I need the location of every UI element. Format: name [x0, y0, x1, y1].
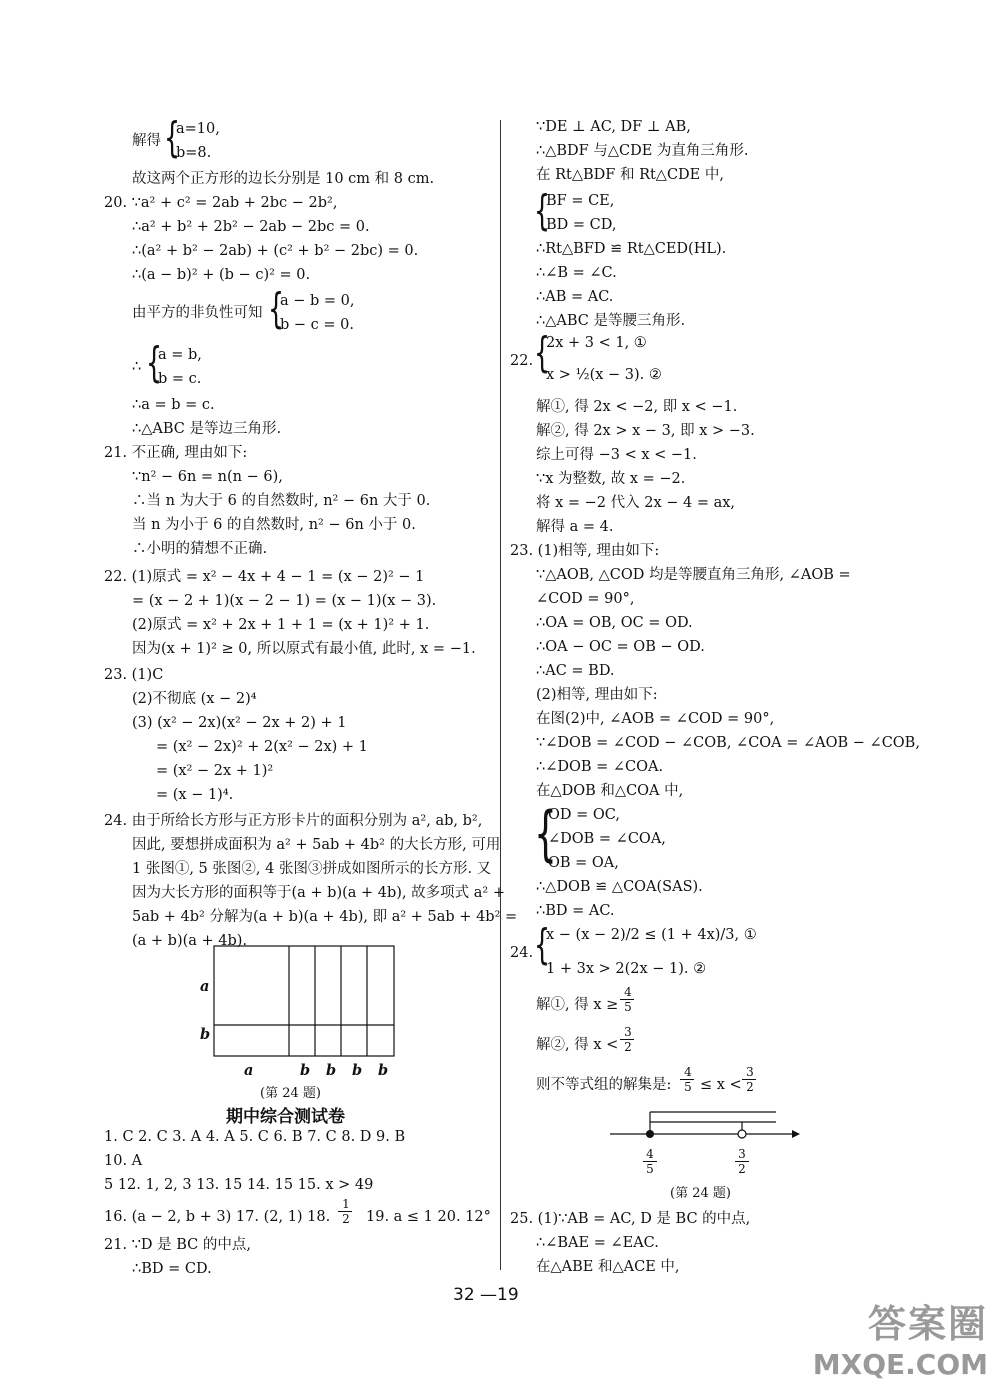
fraction-denominator: 2	[624, 1040, 632, 1054]
fraction-denominator: 5	[646, 1162, 654, 1176]
brace: {	[534, 328, 551, 377]
fig-bottom-label: b	[378, 1062, 389, 1079]
text-line: 23. (1)相等, 理由如下:	[510, 543, 660, 559]
fraction-denominator: 2	[342, 1212, 350, 1226]
text-line: = (x² − 2x)² + 2(x² − 2x) + 1	[156, 739, 368, 755]
text-line: 因为(x + 1)² ≥ 0, 所以原式有最小值, 此时, x = −1.	[132, 641, 476, 657]
brace: {	[534, 920, 551, 969]
text-line: a=10,	[176, 121, 220, 137]
text-line: b = c.	[158, 371, 202, 387]
text-line: 21. ∵D 是 BC 的中点,	[104, 1237, 251, 1253]
text-line: 21. 不正确, 理由如下:	[104, 445, 248, 461]
text-line: 故这两个正方形的边长分别是 10 cm 和 8 cm.	[132, 171, 435, 187]
text-line: BD = CD,	[546, 217, 617, 233]
fraction-numerator: 4	[684, 1065, 692, 1079]
text-line: ∴小明的猜想不正确.	[132, 541, 268, 557]
brace: {	[534, 186, 551, 235]
text-line: ∴OA = OB, OC = OD.	[536, 615, 693, 631]
text-line: 1 + 3x > 2(2x − 1). ②	[546, 961, 707, 977]
fig-label-b: b	[200, 1026, 211, 1043]
text-line: 25. (1)∵AB = AC, D 是 BC 的中点,	[510, 1211, 751, 1227]
text-line: 19. a ≤ 1 20. 12°	[366, 1209, 491, 1225]
text-line: ≤ x <	[700, 1077, 742, 1093]
fig-bottom-label: a	[244, 1062, 254, 1079]
text-line: (2)原式 = x² + 2x + 1 + 1 = (x + 1)² + 1.	[132, 617, 430, 633]
fraction-denominator: 5	[684, 1080, 692, 1094]
figure-caption: (第 24 题)	[670, 1186, 731, 1201]
text-line: OD = OC,	[548, 807, 620, 823]
text-line: 因为大长方形的面积等于(a + b)(a + 4b), 故多项式 a² +	[132, 885, 505, 901]
text-line: ∴(a² + b² − 2ab) + (c² + b² − 2bc) = 0.	[132, 243, 419, 259]
text-line: 5 12. 1, 2, 3 13. 15 14. 15 15. x > 49	[104, 1177, 374, 1193]
text-line: 综上可得 −3 < x < −1.	[536, 447, 697, 463]
text-line: 解得	[132, 133, 161, 149]
section-title: 期中综合测试卷	[226, 1107, 345, 1127]
text-line: (a + b)(a + 4b).	[132, 933, 248, 949]
text-line: b − c = 0.	[280, 317, 354, 333]
text-line: = (x² − 2x + 1)²	[156, 763, 274, 779]
text-line: ∴Rt△BFD ≌ Rt△CED(HL).	[536, 241, 727, 257]
text-line: 解②, 得 x <	[536, 1037, 619, 1053]
text-line: x − (x − 2)/2 ≤ (1 + 4x)/3, ①	[546, 927, 757, 943]
fraction-numerator: 4	[624, 985, 632, 999]
text-line: ∵x 为整数, 故 x = −2.	[536, 471, 686, 487]
text-line: 在△ABE 和△ACE 中,	[536, 1259, 680, 1275]
text-line: ∴a² + b² + 2b² − 2ab − 2bc = 0.	[132, 219, 370, 235]
text-line: 10. A	[104, 1153, 143, 1169]
text-line: ∴AB = AC.	[536, 289, 614, 305]
text-line: ∴OA − OC = OB − OD.	[536, 639, 705, 655]
brace: {	[268, 284, 285, 333]
text-line: 1. C 2. C 3. A 4. A 5. C 6. B 7. C 8. D 9. B	[104, 1129, 406, 1145]
text-line: 因此, 要想拼成面积为 a² + 5ab + 4b² 的大长方形, 可用	[132, 837, 501, 853]
number-line	[606, 1100, 806, 1150]
fig-bottom-label: b	[352, 1062, 363, 1079]
text-line: a − b = 0,	[280, 293, 355, 309]
fraction-numerator: 3	[624, 1025, 632, 1039]
brace: {	[146, 338, 163, 387]
text-line: ∵∠DOB = ∠COD − ∠COB, ∠COA = ∠AOB − ∠COB,	[536, 735, 920, 751]
text-line: 解得 a = 4.	[536, 519, 614, 535]
text-line: = (x − 1)⁴.	[156, 787, 234, 803]
text-line: ∴	[132, 359, 142, 375]
text-line: 2x + 3 < 1, ①	[546, 335, 647, 351]
text-line: 24.	[510, 945, 534, 961]
text-line: 解①, 得 2x < −2, 即 x < −1.	[536, 399, 738, 415]
text-line: a = b,	[158, 347, 202, 363]
text-line: BF = CE,	[546, 193, 615, 209]
text-line: 1 张图①, 5 张图②, 4 张图③拼成如图所示的长方形. 又	[132, 861, 492, 877]
fraction-numerator: 3	[746, 1065, 754, 1079]
text-line: 22. (1)原式 = x² − 4x + 4 − 1 = (x − 2)² − 1	[104, 569, 425, 585]
text-line: 在△DOB 和△COA 中,	[536, 783, 684, 799]
fraction-denominator: 2	[738, 1162, 746, 1176]
brace: {	[534, 799, 557, 869]
text-line: 5ab + 4b² 分解为(a + b)(a + 4b), 即 a² + 5ab + 4b² =	[132, 909, 518, 925]
fraction-numerator: 4	[646, 1147, 654, 1161]
text-line: ∴∠B = ∠C.	[536, 265, 617, 281]
fig-bottom-label: b	[326, 1062, 337, 1079]
figure-caption: (第 24 题)	[260, 1086, 321, 1101]
text-line: 解②, 得 2x > x − 3, 即 x > −3.	[536, 423, 755, 439]
fraction-denominator: 5	[624, 1000, 632, 1014]
text-line: b=8.	[176, 145, 212, 161]
fig-bottom-label: b	[300, 1062, 311, 1079]
text-line: = (x − 2 + 1)(x − 2 − 1) = (x − 1)(x − 3).	[132, 593, 437, 609]
text-line: (2)相等, 理由如下:	[536, 687, 658, 703]
text-line: ∴△BDF 与△CDE 为直角三角形.	[536, 143, 749, 159]
text-line: (3) (x² − 2x)(x² − 2x + 2) + 1	[132, 715, 347, 731]
fraction-numerator: 1	[342, 1197, 350, 1211]
text-line: 当 n 为小于 6 的自然数时, n² − 6n 小于 0.	[132, 517, 416, 533]
fig-label-a: a	[200, 978, 210, 995]
text-line: 则不等式组的解集是:	[536, 1077, 672, 1093]
text-line: ∠DOB = ∠COA,	[548, 831, 666, 847]
watermark-url: MXQE.COM	[812, 1348, 988, 1381]
text-line: ∴BD = CD.	[132, 1261, 212, 1277]
text-line: ∴a = b = c.	[132, 397, 215, 413]
text-line: ∴当 n 为大于 6 的自然数时, n² − 6n 大于 0.	[132, 493, 431, 509]
text-line: 22.	[510, 353, 534, 369]
text-line: ∴∠BAE = ∠EAC.	[536, 1235, 659, 1251]
rectangle-figure	[194, 942, 504, 1082]
text-line: ∴△ABC 是等边三角形.	[132, 421, 282, 437]
text-line: ∴AC = BD.	[536, 663, 615, 679]
fraction-numerator: 3	[738, 1147, 746, 1161]
text-line: ∴△ABC 是等腰三角形.	[536, 313, 686, 329]
column-divider	[500, 120, 501, 1270]
text-line: ∴∠DOB = ∠COA.	[536, 759, 664, 775]
text-line: 16. (a − 2, b + 3) 17. (2, 1) 18.	[104, 1209, 331, 1225]
text-line: ∴(a − b)² + (b − c)² = 0.	[132, 267, 311, 283]
text-line: x > ½(x − 3). ②	[546, 367, 662, 383]
text-line: 24. 由于所给长方形与正方形卡片的面积分别为 a², ab, b²,	[104, 813, 483, 829]
text-line: 23. (1)C	[104, 667, 164, 683]
text-line: 将 x = −2 代入 2x − 4 = ax,	[536, 495, 736, 511]
text-line: ∠COD = 90°,	[536, 591, 635, 607]
text-line: ∴BD = AC.	[536, 903, 615, 919]
text-line: 在图(2)中, ∠AOB = ∠COD = 90°,	[536, 711, 775, 727]
text-line: 在 Rt△BDF 和 Rt△CDE 中,	[536, 167, 724, 183]
text-line: 解①, 得 x ≥	[536, 997, 619, 1013]
text-line: ∵DE ⊥ AC, DF ⊥ AB,	[536, 119, 691, 135]
text-line: OB = OA,	[548, 855, 619, 871]
text-line: ∵n² − 6n = n(n − 6),	[132, 469, 283, 485]
text-line: ∴△DOB ≌ △COA(SAS).	[536, 879, 703, 895]
brace: {	[164, 113, 181, 162]
watermark	[813, 1293, 988, 1381]
page-number: 32 —19	[453, 1285, 519, 1305]
fraction-denominator: 2	[746, 1080, 754, 1094]
text-line: 20. ∵a² + c² = 2ab + 2bc − 2b²,	[104, 195, 338, 211]
text-line: ∵△AOB, △COD 均是等腰直角三角形, ∠AOB =	[536, 567, 851, 583]
watermark-text: 答案圈	[867, 1302, 988, 1346]
text-line: (2)不彻底 (x − 2)⁴	[132, 691, 257, 707]
text-line: 由平方的非负性可知	[132, 305, 263, 321]
